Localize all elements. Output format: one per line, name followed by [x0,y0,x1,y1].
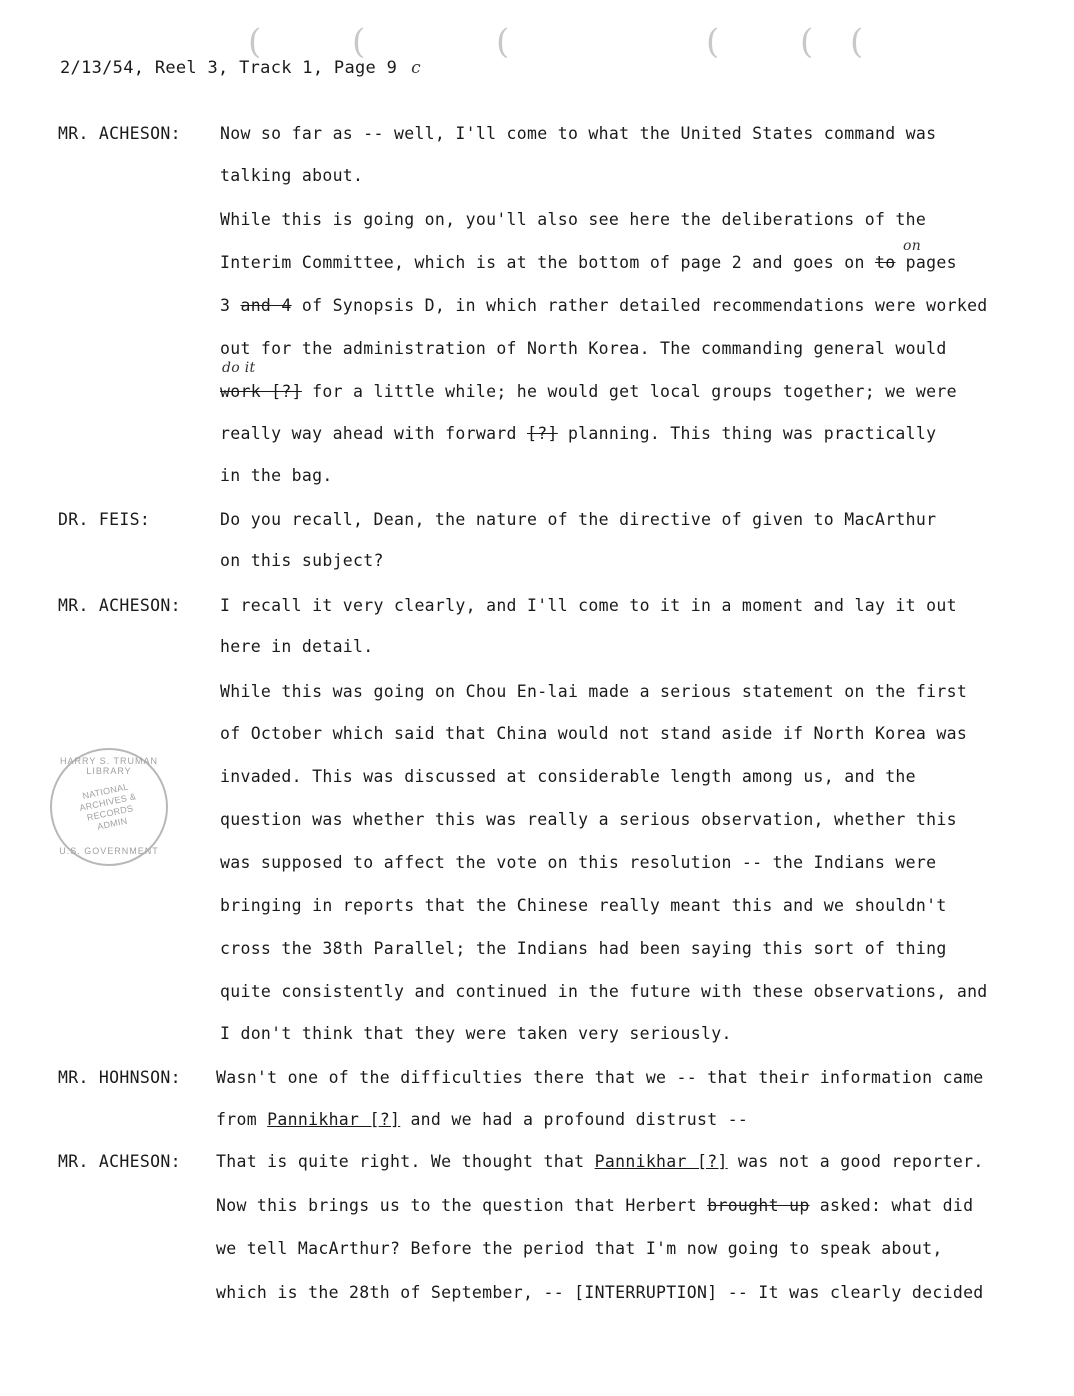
handwritten-annotation: do it [222,360,256,376]
speaker-label: MR. HOHNSON: [58,1068,181,1087]
transcript-line: out for the administration of North Korea. The commanding general would [220,339,947,358]
transcript-line: question was whether this was really a serious observation, whether this [220,810,957,829]
header-title: 2/13/54, Reel 3, Track 1, Page 9 [60,58,398,78]
header-mark: c [411,58,421,78]
transcript-line: I recall it very clearly, and I'll come to it in a moment and lay it out [220,596,957,615]
transcript-line: 3 and 4 of Synopsis D, in which rather detailed recommendations were worked [220,296,988,315]
margin-mark: ( [248,22,262,62]
transcript-line: cross the 38th Parallel; the Indians had been saying this sort of thing [220,939,947,958]
speaker-label: MR. ACHESON: [58,124,181,143]
margin-mark: ( [706,22,720,62]
transcript-line: from Pannikhar [?] and we had a profound distrust -- [216,1110,749,1129]
stamp-top-text: HARRY S. TRUMAN LIBRARY [59,756,159,776]
transcript-line: quite consistently and continued in the future with these observations, and [220,982,988,1001]
transcript-line: we tell MacArthur? Before the period that I'm now going to speak about, [216,1239,943,1258]
speaker-label: MR. ACHESON: [58,1152,181,1171]
speaker-label: DR. FEIS: [58,510,151,529]
transcript-line: Do you recall, Dean, the nature of the directive of given to MacArthur [220,510,937,529]
margin-mark: ( [850,22,864,62]
transcript-line: bringing in reports that the Chinese really meant this and we shouldn't [220,896,947,915]
stamp-body-text: NATIONAL ARCHIVES & RECORDS ADMIN [78,781,137,832]
transcript-line: That is quite right. We thought that Pannikhar [?] was not a good reporter. [216,1152,984,1171]
margin-mark: ( [496,22,510,62]
transcript-line: really way ahead with forward [?] planning. This thing was practically [220,424,937,443]
transcript-line: in the bag. [220,466,333,485]
transcript-line: work [?] for a little while; he would get local groups together; we were [220,382,957,401]
transcript-line: While this was going on Chou En-lai made a serious statement on the first [220,682,968,701]
speaker-label: MR. ACHESON: [58,596,181,615]
transcript-line: Now so far as -- well, I'll come to what the United States command was [220,124,937,143]
page-header [60,58,421,78]
transcript-line: talking about. [220,166,364,185]
transcript-line: Interim Committee, which is at the bottom of page 2 and goes on to pages [220,253,957,272]
transcript-line: I don't think that they were taken very seriously. [220,1024,732,1043]
transcript-line: on this subject? [220,551,384,570]
margin-mark: ( [352,22,366,62]
transcript-line: Now this brings us to the question that Herbert brought up asked: what did [216,1196,974,1215]
margin-mark: ( [800,22,814,62]
transcript-line: While this is going on, you'll also see here the deliberations of the [220,210,927,229]
transcript-line: was supposed to affect the vote on this resolution -- the Indians were [220,853,937,872]
handwritten-annotation: on [903,238,922,254]
transcript-line: which is the 28th of September, -- [INTERRUPTION] -- It was clearly decided [216,1283,984,1302]
transcript-line: here in detail. [220,637,374,656]
transcript-line: Wasn't one of the difficulties there that we -- that their information came [216,1068,984,1087]
archive-stamp [50,748,168,866]
stamp-bottom-text: U.S. GOVERNMENT [59,846,159,856]
transcript-line: invaded. This was discussed at considerable length among us, and the [220,767,916,786]
transcript-line: of October which said that China would not stand aside if North Korea was [220,724,968,743]
